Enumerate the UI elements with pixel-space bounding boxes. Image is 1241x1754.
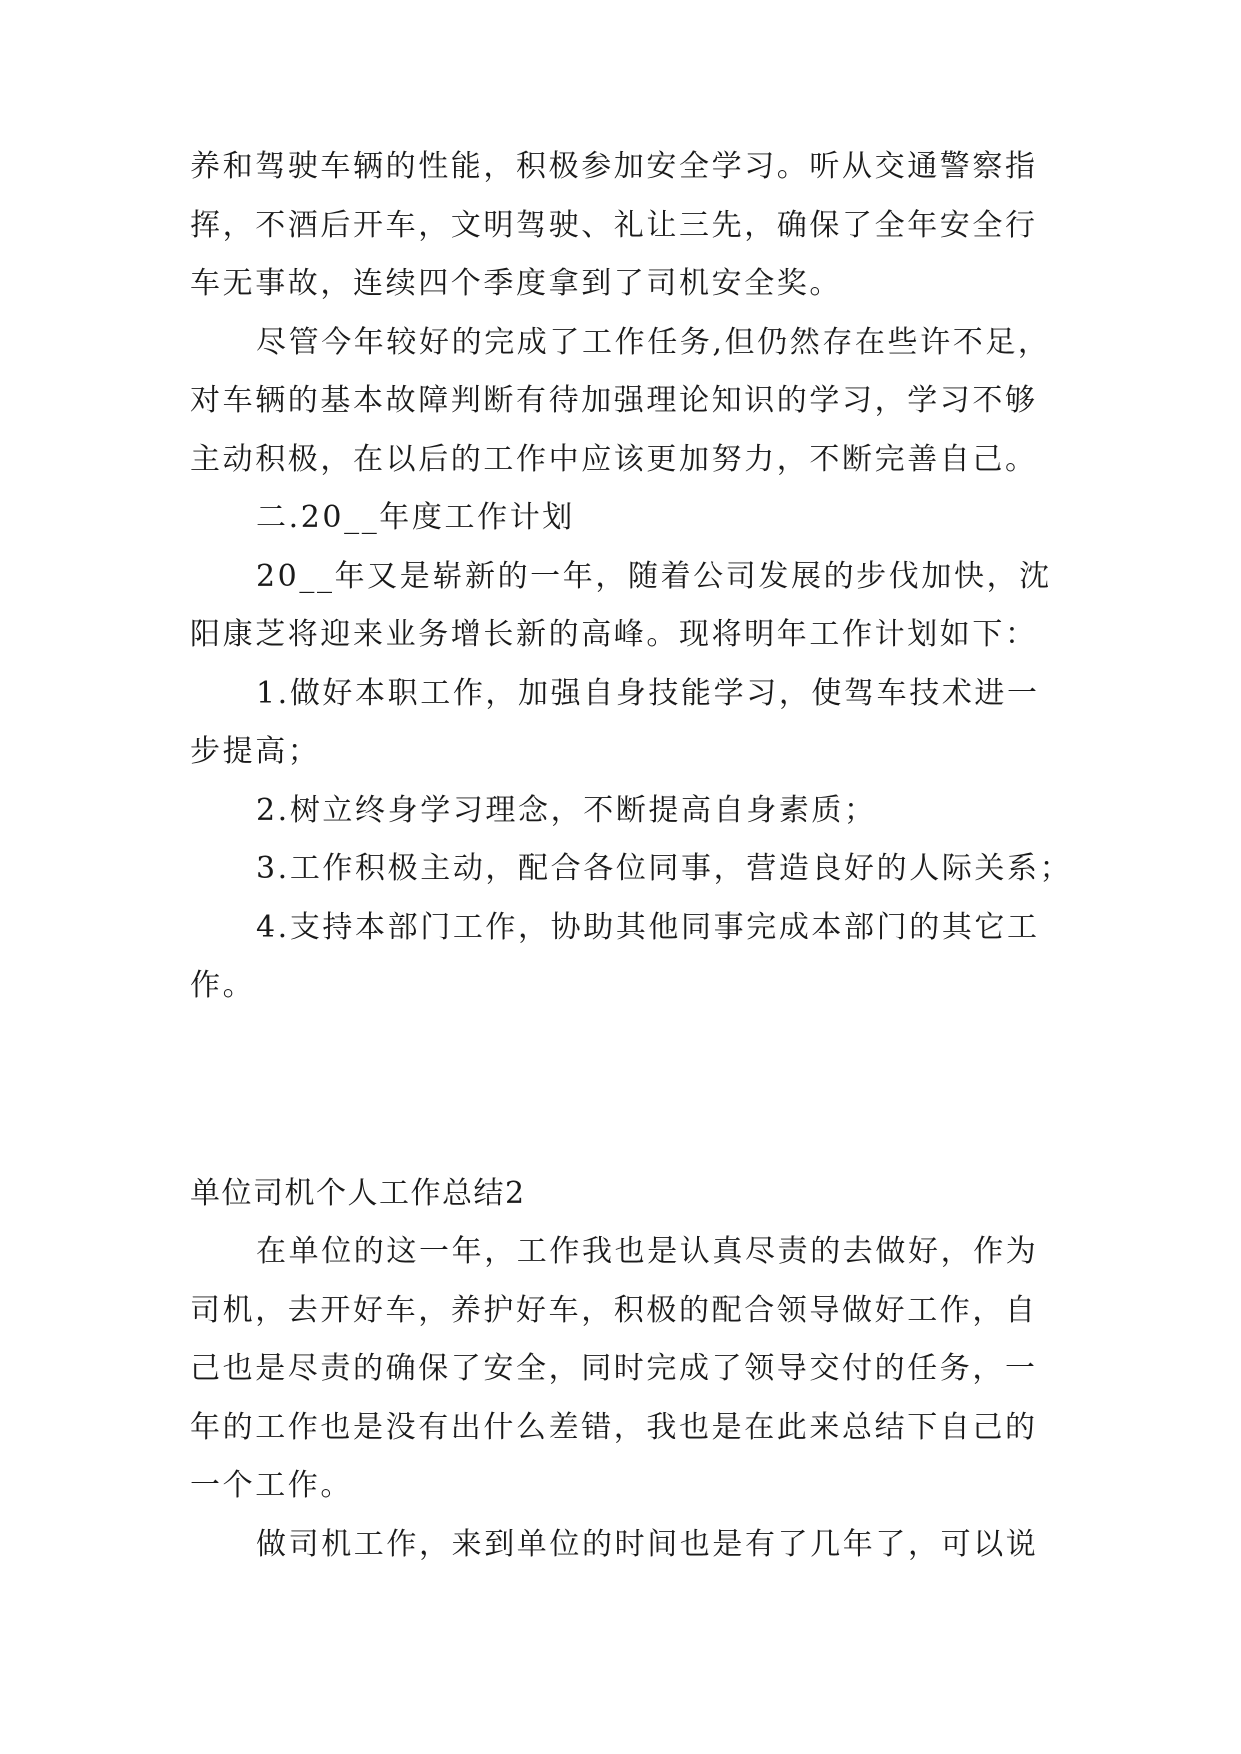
list-item: 2.树立终身学习理念，不断提高自身素质； xyxy=(256,792,877,828)
text-line: 对车辆的基本故障判断有待加强理论知识的学习，学习不够 xyxy=(190,383,1038,418)
text-line: 一个工作。 xyxy=(190,1468,353,1503)
text-line: 己也是尽责的确保了安全，同时完成了领导交付的任务，一 xyxy=(190,1351,1038,1386)
list-item: 3.工作积极主动，配合各位同事，营造良好的人际关系； xyxy=(256,851,1073,886)
text-line: 尽管今年较好的完成了工作任务,但仍然存在些许不足， xyxy=(256,324,1051,360)
text-line: 年的工作也是没有出什么差错，我也是在此来总结下自己的 xyxy=(190,1409,1038,1445)
text-line: 养和驾驶车辆的性能，积极参加安全学习。听从交通警察指 xyxy=(190,149,1038,184)
text-line: 挥，不酒后开车，文明驾驶、礼让三先，确保了全年安全行 xyxy=(190,207,1038,243)
section-2-title-block xyxy=(190,1165,1060,1224)
text-line: 做司机工作，来到单位的时间也是有了几年了，可以说 xyxy=(256,1526,1039,1562)
text-line: 作。 xyxy=(190,968,256,1003)
section-1-body xyxy=(190,138,1073,1016)
list-item: 4.支持本部门工作，协助其他同事完成本部门的其它工 xyxy=(256,909,1040,945)
text-line: 阳康芝将迎来业务增长新的高峰。现将明年工作计划如下： xyxy=(190,617,1038,652)
text-line: 20__年又是崭新的一年，随着公司发展的步伐加快，沈 xyxy=(256,558,1052,594)
list-item: 1.做好本职工作，加强自身技能学习，使驾车技术进一 xyxy=(256,675,1040,711)
section-heading: 二.20__年度工作计划 xyxy=(256,500,575,535)
text-line: 主动积极，在以后的工作中应该更加努力，不断完善自己。 xyxy=(190,441,1038,477)
document-title: 单位司机个人工作总结2 xyxy=(190,1176,526,1211)
text-line: 在单位的这一年，工作我也是认真尽责的去做好，作为 xyxy=(256,1234,1039,1269)
text-line: 步提高； xyxy=(190,734,321,769)
text-line: 车无事故，连续四个季度拿到了司机安全奖。 xyxy=(190,266,842,301)
text-line: 司机，去开好车，养护好车，积极的配合领导做好工作，自 xyxy=(190,1292,1038,1328)
section-2-body xyxy=(190,1223,1060,1574)
